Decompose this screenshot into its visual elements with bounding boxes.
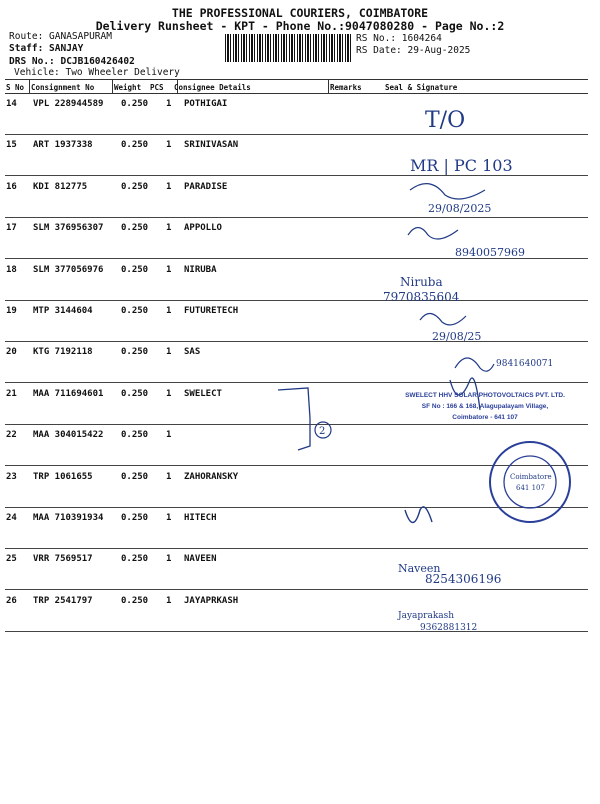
swelect-stamp-line: Coimbatore - 641 107 [452,414,518,421]
swelect-stamp [380,390,590,423]
weight-cell: 0.250 [121,306,149,316]
circled-number: 2 [319,426,326,437]
pcs-cell: 1 [166,99,172,109]
signature-row-20: 9841640071 [496,359,554,369]
weight-cell: 0.250 [121,388,149,399]
col-consignee: Consignee Details [174,83,251,92]
sno-cell: 22 [6,430,17,441]
signature-row-14: T/O [425,108,466,133]
route-label: Route: GANASAPURAM [9,31,112,42]
weight-cell: 0.250 [121,471,149,482]
signature-row-16: 29/08/2025 [428,202,492,215]
scribble-sig [405,507,432,523]
stamp-city: Coimbatore [510,473,552,481]
consignee-cell: FUTURETECH [184,306,239,316]
col-weight: Weight [114,83,142,92]
staff-label: Staff: SANJAY [9,43,84,54]
weight-cell: 0.250 [121,347,149,358]
pcs-cell: 1 [166,388,172,399]
consignment-cell: TRP 1061655 [33,471,93,482]
consignment-cell: KDI 812775 [33,181,88,192]
weight-cell: 0.250 [121,595,149,606]
consignment-cell: SLM 377056976 [33,264,104,275]
pcs-cell: 1 [166,140,172,151]
weight-cell: 0.250 [121,181,149,192]
scribble-sig [410,184,485,199]
sno-cell: 18 [6,264,17,275]
weight-cell: 0.250 [121,264,149,275]
consignment-cell: MAA 711694601 [33,388,104,399]
sno-cell: 20 [6,347,17,358]
sno-cell: 14 [6,99,17,109]
col-remarks: Remarks [330,83,362,92]
consignment-cell: VRR 7569517 [33,554,93,565]
stamp-pin: 641 107 [516,484,545,492]
sno-cell: 24 [6,513,17,523]
weight-cell: 0.250 [121,140,149,151]
signature-row-26: Jayaprakash [398,611,455,621]
weight-cell: 0.250 [121,99,149,109]
vehicle-label: Vehicle: Two Wheeler Delivery [14,67,180,78]
pcs-cell: 1 [166,471,172,482]
sno-cell: 16 [6,181,17,192]
pcs-cell: 1 [166,181,172,192]
swelect-stamp-line: SWELECT HHV SOLAR PHOTOVOLTAICS PVT. LTD. [405,392,565,399]
pcs-cell: 1 [166,513,172,523]
company-title: THE PROFESSIONAL COURIERS, COIMBATORE [171,6,429,20]
consignee-cell: NIRUBA [184,264,217,275]
bracket-mark [278,388,310,450]
drs-label: DRS No.: DCJB160426402 [9,56,135,67]
niruba-handwriting: Niruba [400,275,443,289]
signature-row-25: 8254306196 [425,572,502,586]
consignee-cell: JAYAPRKASH [184,595,239,606]
signature-row-18: 7970835604 [383,290,460,304]
consignment-cell: MAA 710391934 [33,513,104,523]
weight-cell: 0.250 [121,513,149,523]
sno-cell: 19 [6,306,17,316]
consignment-cell: VPL 228944589 [33,99,104,109]
consignment-cell: SLM 376956307 [33,223,104,234]
signature-row-17: 8940057969 [455,246,525,259]
sno-cell: 21 [6,388,17,399]
rs-number: RS No.: 1604264 [356,33,442,44]
col-sno: S No [6,83,25,92]
col-consignment: Consignment No [31,83,95,92]
pcs-cell: 1 [166,223,172,234]
sno-cell: 23 [6,471,17,482]
pcs-cell: 1 [166,595,172,606]
scribble-sig [455,358,494,371]
runsheet-subtitle: Delivery Runsheet - KPT - Phone No.:9047080280 - Page No.:2 [95,19,505,33]
consignee-cell: ZAHORANSKY [184,471,239,482]
stamp-inner-ring [504,456,556,508]
weight-cell: 0.250 [121,554,149,565]
pcs-cell: 1 [166,554,172,565]
pcs-cell: 1 [166,306,172,316]
consignee-cell: SAS [184,347,201,358]
signature-row-15: MR | PC 103 [410,156,513,175]
sno-cell: 26 [6,595,17,606]
scribble-sig [408,228,458,240]
col-pcs: PCS [150,83,164,92]
sno-cell: 15 [6,140,17,151]
consignee-cell: APPOLLO [184,223,222,234]
consignment-cell: TRP 2541797 [33,595,93,606]
consignee-cell: HITECH [184,513,217,523]
weight-cell: 0.250 [121,223,149,234]
sno-cell: 25 [6,554,17,565]
consignee-cell: POTHIGAI [184,99,228,109]
consignment-cell: ART 1937338 [33,140,93,151]
pcs-cell: 1 [166,264,172,275]
stamp-outer-ring [490,442,570,522]
consignee-cell: SWELECT [184,388,222,399]
scribble-sig [420,313,466,324]
consignee-cell: PARADISE [184,181,228,192]
swelect-stamp-line: SF No : 166 & 168, Alagupalayam Village, [421,403,549,410]
weight-cell: 0.250 [121,430,149,441]
consignment-cell: MAA 304015422 [33,430,104,441]
col-signature: Seal & Signature [385,83,458,92]
pcs-cell: 1 [166,430,172,441]
sno-cell: 17 [6,223,17,234]
consignee-cell: SRINIVASAN [184,140,239,151]
signature-row-19: 29/08/25 [432,330,482,343]
rs-date: RS Date: 29-Aug-2025 [356,45,471,56]
consignment-cell: KTG 7192118 [33,347,93,358]
pcs-cell: 1 [166,347,172,358]
naveen-handwriting: Naveen [398,562,441,575]
consignee-cell: NAVEEN [184,554,217,565]
consignment-cell: MTP 3144604 [33,306,93,316]
jaya-phone: 9362881312 [420,623,478,633]
